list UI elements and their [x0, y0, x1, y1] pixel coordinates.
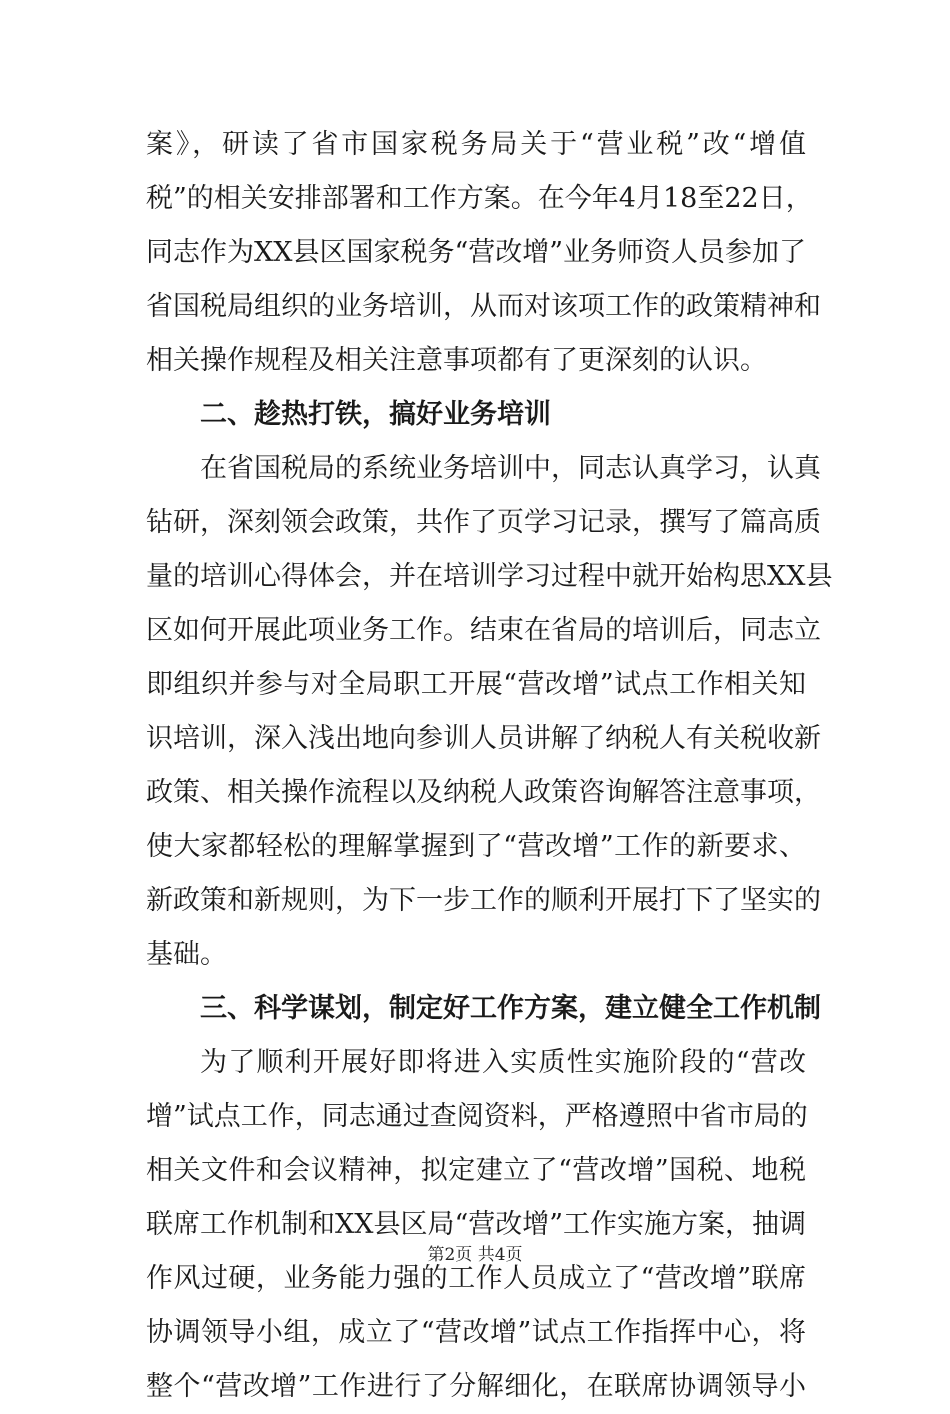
paragraph-1 — [146, 118, 821, 388]
paragraph-3 — [146, 1036, 806, 1414]
text-line: 税”的相关安排部署和工作方案。在今年4月18至22日， — [146, 183, 813, 214]
text-line: 使大家都轻松的理解掌握到了“营改增”工作的新要求、 — [146, 831, 806, 862]
text-line: 基础。 — [146, 939, 227, 970]
text-line: 作风过硬，业务能力强的工作人员成立了“营改增”联席 — [146, 1263, 806, 1294]
text-line: 识培训，深入浅出地向参训人员讲解了纳税人有关税收新 — [146, 723, 821, 754]
text-line: 新政策和新规则，为下一步工作的顺利开展打下了坚实的 — [146, 885, 821, 916]
text-line: 整个“营改增”工作进行了分解细化，在联席协调领导小 — [146, 1371, 806, 1402]
text-line: 联席工作机制和XX县区局“营改增”工作实施方案，抽调 — [146, 1209, 807, 1240]
text-line: 相关操作规程及相关注意事项都有了更深刻的认识。 — [146, 345, 767, 376]
text-line: 案》，研读了省市国家税务局关于“营业税”改“增值 — [146, 129, 806, 160]
text-line: 同志作为XX县区国家税务“营改增”业务师资人员参加了 — [146, 237, 807, 268]
text-line: 钻研，深刻领会政策，共作了页学习记录，撰写了篇高质 — [146, 507, 821, 538]
section-heading-2: 二、趁热打铁，搞好业务培训 — [200, 399, 551, 430]
page-footer: 第2页 共4页 — [427, 1245, 523, 1265]
text-line: 区如何开展此项业务工作。结束在省局的培训后，同志立 — [146, 615, 821, 646]
text-line: 为了顺利开展好即将进入实质性实施阶段的“营改 — [200, 1047, 806, 1078]
text-line: 即组织并参与对全局职工开展“营改增”试点工作相关知 — [146, 669, 806, 700]
text-line: 相关文件和会议精神，拟定建立了“营改增”国税、地税 — [146, 1155, 806, 1186]
text-line: 省国税局组织的业务培训，从而对该项工作的政策精神和 — [146, 291, 821, 322]
text-line: 在省国税局的系统业务培训中，同志认真学习，认真 — [200, 453, 821, 484]
document-body — [146, 118, 833, 1414]
text-line: 量的培训心得体会，并在培训学习过程中就开始构思XX县 — [146, 561, 833, 592]
text-line: 协调领导小组，成立了“营改增”试点工作指挥中心，将 — [146, 1317, 806, 1348]
section-heading-3: 三、科学谋划，制定好工作方案，建立健全工作机制 — [200, 993, 821, 1024]
text-line: 政策、相关操作流程以及纳税人政策咨询解答注意事项， — [146, 777, 821, 808]
paragraph-2 — [146, 442, 833, 982]
text-line: 增”试点工作，同志通过查阅资料，严格遵照中省市局的 — [146, 1101, 808, 1132]
